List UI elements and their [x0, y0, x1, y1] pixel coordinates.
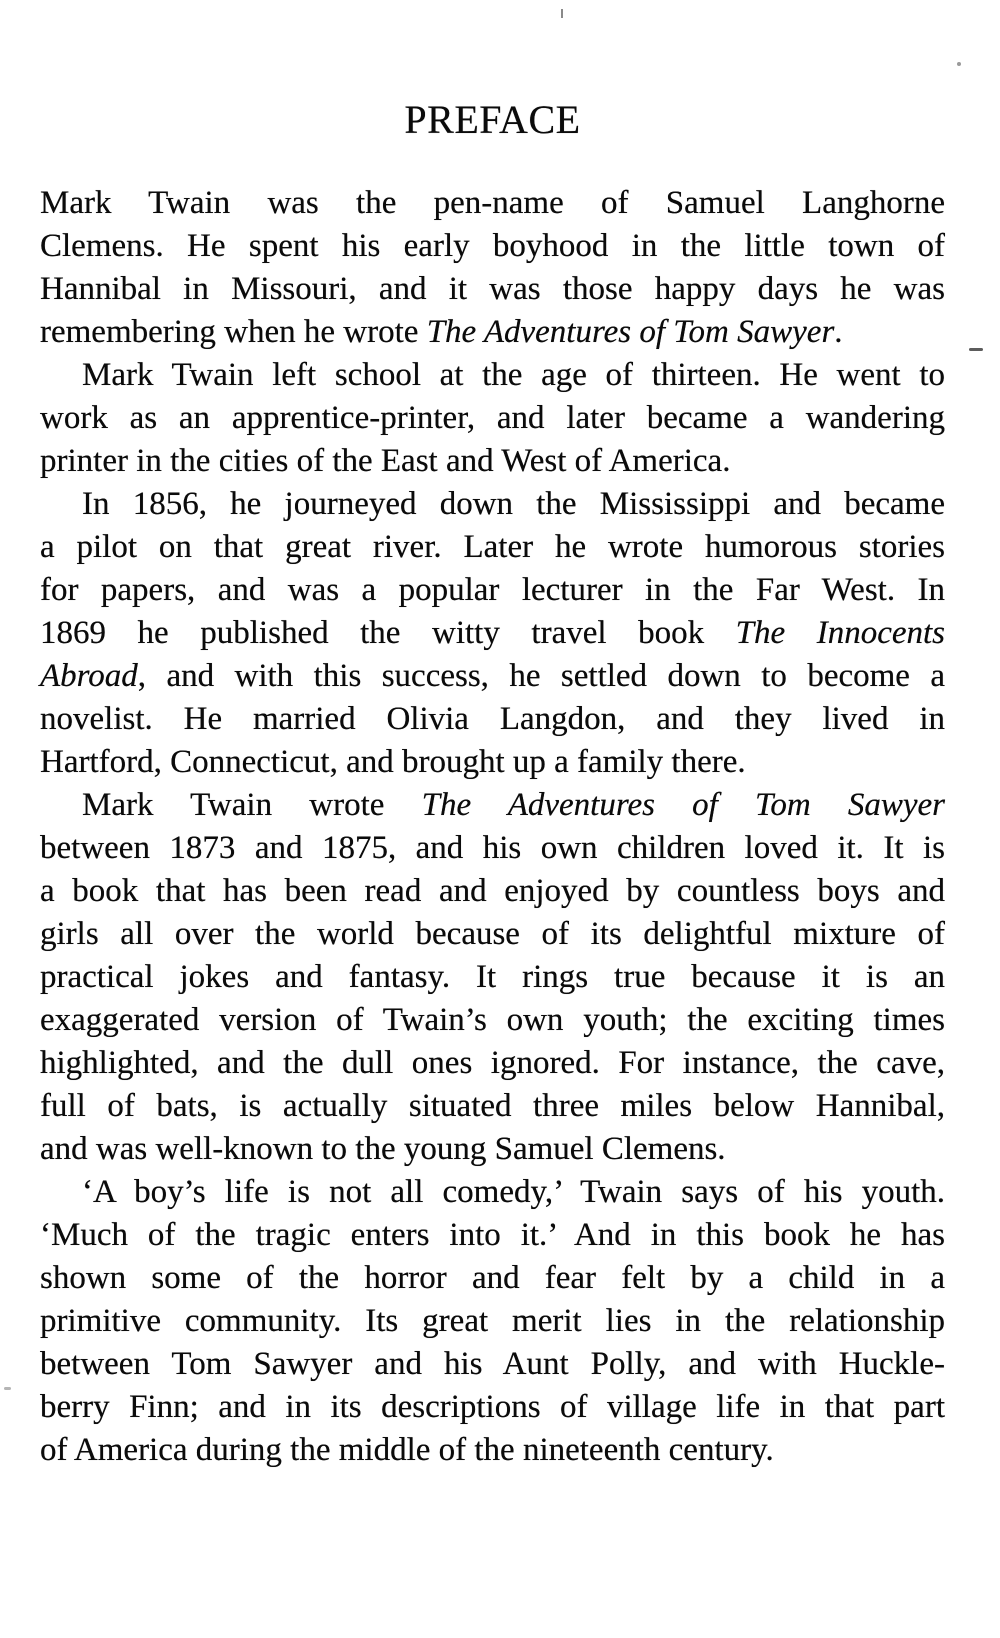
text-line	[40, 311, 945, 354]
paragraph	[40, 1171, 945, 1472]
text-line	[40, 784, 945, 827]
text-line	[40, 1300, 945, 1343]
text-line	[40, 1042, 945, 1085]
text-line	[40, 1128, 945, 1171]
text-segment: Clemens. He spent his early boyhood in the little town of	[40, 228, 945, 264]
text-line	[40, 870, 945, 913]
paragraph	[40, 483, 945, 784]
text-segment: shown some of the horror and fear felt by a child in a	[40, 1260, 945, 1296]
text-line	[40, 1171, 945, 1214]
text-segment: exaggerated version of Twain’s own youth; the exciting times	[40, 1002, 945, 1038]
text-line	[40, 612, 945, 655]
text-segment: Mark Twain left school at the age of thirteen. He went to	[82, 357, 945, 393]
text-line	[40, 526, 945, 569]
text-segment: and was well-known to the young Samuel Clemens.	[40, 1131, 726, 1167]
text-segment: 1869 he published the witty travel book	[40, 615, 736, 651]
text-segment: practical jokes and fantasy. It rings true because it is an	[40, 959, 945, 995]
text-line	[40, 698, 945, 741]
text-segment: Hannibal in Missouri, and it was those happy days he was	[40, 271, 945, 307]
preface-body	[40, 182, 945, 1472]
scanned-book-page	[40, 0, 945, 1472]
book-title-italic: The Innocents	[735, 615, 946, 651]
text-line	[40, 655, 945, 698]
text-line	[40, 483, 945, 526]
text-segment: printer in the cities of the East and West of America.	[40, 443, 731, 479]
text-segment: .	[834, 314, 843, 350]
text-line	[40, 354, 945, 397]
text-segment: for papers, and was a popular lecturer in the Far West. In	[40, 572, 945, 608]
book-title-italic: Abroad	[40, 658, 138, 694]
text-line	[40, 225, 945, 268]
scan-artifact	[561, 9, 563, 18]
scan-artifact	[957, 62, 961, 66]
text-line	[40, 741, 945, 784]
text-segment: ‘A boy’s life is not all comedy,’ Twain says of his youth.	[82, 1174, 945, 1210]
text-segment: Hartford, Connecticut, and brought up a family there.	[40, 744, 746, 780]
text-segment: highlighted, and the dull ones ignored. For instance, the cave,	[40, 1045, 945, 1081]
text-segment: primitive community. Its great merit lies in the relationship	[40, 1303, 945, 1339]
text-line	[40, 1343, 945, 1386]
text-line	[40, 1257, 945, 1300]
book-title-italic: The Adventures of Tom Sawyer	[421, 787, 945, 823]
scan-artifact	[969, 348, 983, 351]
text-line	[40, 268, 945, 311]
text-line	[40, 1214, 945, 1257]
paragraph	[40, 182, 945, 354]
text-line	[40, 999, 945, 1042]
text-segment: remembering when he wrote	[40, 314, 427, 350]
book-title-italic: The Adventures of Tom Sawyer	[426, 314, 835, 350]
text-line	[40, 440, 945, 483]
text-segment: novelist. He married Olivia Langdon, and they lived in	[40, 701, 945, 737]
text-segment: girls all over the world because of its delightful mixture of	[40, 916, 945, 952]
page-title: PREFACE	[404, 97, 581, 142]
text-segment: Mark Twain was the pen-name of Samuel Langhorne	[40, 185, 945, 221]
scan-artifact	[4, 1387, 11, 1390]
text-segment: between 1873 and 1875, and his own children loved it. It is	[40, 830, 945, 866]
text-segment: a book that has been read and enjoyed by countless boys and	[40, 873, 945, 909]
text-segment: work as an apprentice-printer, and later became a wandering	[40, 400, 945, 436]
text-segment: a pilot on that great river. Later he wrote humorous stories	[40, 529, 945, 565]
text-line	[40, 182, 945, 225]
text-segment: Mark Twain wrote	[82, 787, 422, 823]
text-line	[40, 397, 945, 440]
text-line	[40, 1429, 945, 1472]
paragraph	[40, 784, 945, 1171]
text-segment: between Tom Sawyer and his Aunt Polly, and with Huckle-	[40, 1346, 945, 1382]
text-segment: , and with this success, he settled down to become a	[137, 658, 945, 694]
text-segment: In 1856, he journeyed down the Mississippi and became	[82, 486, 945, 522]
text-segment: berry Finn; and in its descriptions of village life in that part	[40, 1389, 945, 1425]
text-line	[40, 913, 945, 956]
text-line	[40, 569, 945, 612]
text-segment: full of bats, is actually situated three miles below Hannibal,	[40, 1088, 945, 1124]
text-segment: of America during the middle of the nineteenth century.	[40, 1432, 774, 1468]
paragraph	[40, 354, 945, 483]
text-segment: ‘Much of the tragic enters into it.’ And in this book he has	[40, 1217, 945, 1253]
text-line	[40, 1085, 945, 1128]
text-line	[40, 1386, 945, 1429]
text-line	[40, 827, 945, 870]
text-line	[40, 956, 945, 999]
